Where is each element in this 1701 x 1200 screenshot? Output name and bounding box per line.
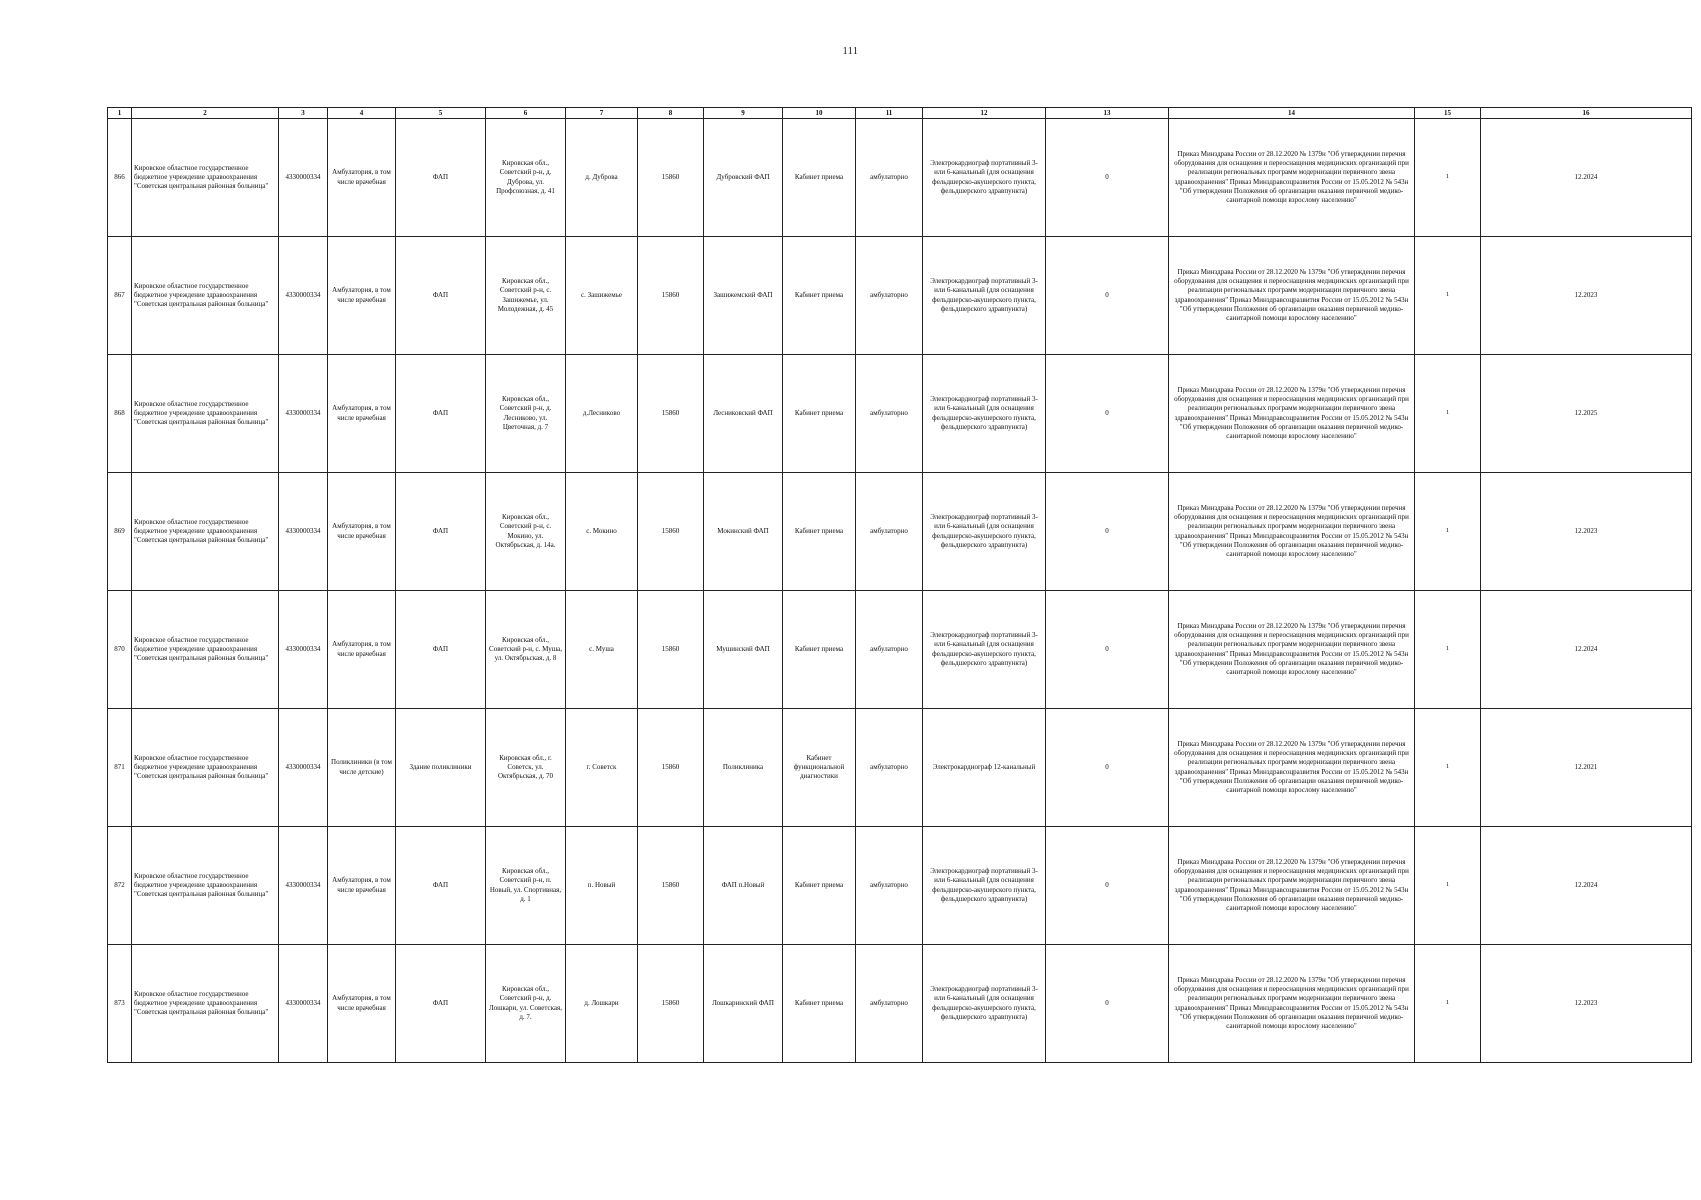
facility-type-cell: Амбулатория, в том числе врачебная xyxy=(328,355,396,473)
equipment-name-cell: Электрокардиограф портативный 3- или 6-канальный (для оснащения фельдшерско-акушерского пункта, фельдшерского здравпункта) xyxy=(923,355,1046,473)
header-cell: 9 xyxy=(704,108,783,119)
row-number-cell: 871 xyxy=(108,709,132,827)
building-type-cell: ФАП xyxy=(396,237,486,355)
organization-name-cell: Кировское областное государственное бюджетное учреждение здравоохранения "Советская центральная районная больница" xyxy=(132,945,279,1063)
header-cell: 14 xyxy=(1169,108,1415,119)
inn-cell: 4330000334 xyxy=(279,709,328,827)
header-cell: 10 xyxy=(783,108,856,119)
existing-quantity-cell: 0 xyxy=(1046,945,1169,1063)
care-form-cell: амбулаторно xyxy=(856,709,923,827)
organization-name-cell: Кировское областное государственное бюджетное учреждение здравоохранения "Советская центральная районная больница" xyxy=(132,827,279,945)
building-type-cell: ФАП xyxy=(396,473,486,591)
building-type-cell: ФАП xyxy=(396,591,486,709)
organization-name-cell: Кировское областное государственное бюджетное учреждение здравоохранения "Советская центральная районная больница" xyxy=(132,591,279,709)
header-cell: 13 xyxy=(1046,108,1169,119)
deadline-cell: 12.2023 xyxy=(1481,945,1692,1063)
facility-type-cell: Амбулатория, в том числе врачебная xyxy=(328,591,396,709)
facility-type-cell: Амбулатория, в том числе врачебная xyxy=(328,237,396,355)
header-cell: 12 xyxy=(923,108,1046,119)
settlement-cell: с. Зашижемье xyxy=(566,237,638,355)
deadline-cell: 12.2024 xyxy=(1481,591,1692,709)
settlement-cell: г. Советск xyxy=(566,709,638,827)
equipment-name-cell: Электрокардиограф портативный 3- или 6-канальный (для оснащения фельдшерско-акушерского пункта, фельдшерского здравпункта) xyxy=(923,237,1046,355)
unit-name-cell: Лесниковский ФАП xyxy=(704,355,783,473)
address-cell: Кировская обл., Советский р-н, п. Новый, ул. Спортивная, д. 1 xyxy=(486,827,566,945)
inn-cell: 4330000334 xyxy=(279,945,328,1063)
facility-type-cell: Поликлиники (в том числе детские) xyxy=(328,709,396,827)
facility-type-cell: Амбулатория, в том числе врачебная xyxy=(328,473,396,591)
organization-name-cell: Кировское областное государственное бюджетное учреждение здравоохранения "Советская центральная районная больница" xyxy=(132,709,279,827)
room-name-cell: Кабинет приема xyxy=(783,473,856,591)
required-quantity-cell: 1 xyxy=(1415,473,1481,591)
facility-type-cell: Амбулатория, в том числе врачебная xyxy=(328,945,396,1063)
required-quantity-cell: 1 xyxy=(1415,709,1481,827)
care-form-cell: амбулаторно xyxy=(856,591,923,709)
equipment-name-cell: Электрокардиограф портативный 3- или 6-канальный (для оснащения фельдшерско-акушерского пункта, фельдшерского здравпункта) xyxy=(923,827,1046,945)
equipment-name-cell: Электрокардиограф 12-канальный xyxy=(923,709,1046,827)
unit-name-cell: Поликлиника xyxy=(704,709,783,827)
table-row xyxy=(108,355,1692,473)
address-cell: Кировская обл., Советский р-н, д. Лошкари, ул. Советская, д. 7. xyxy=(486,945,566,1063)
existing-quantity-cell: 0 xyxy=(1046,237,1169,355)
room-name-cell: Кабинет приема xyxy=(783,355,856,473)
row-number-cell: 866 xyxy=(108,119,132,237)
header-cell: 8 xyxy=(638,108,704,119)
settlement-cell: п. Новый xyxy=(566,827,638,945)
deadline-cell: 12.2023 xyxy=(1481,473,1692,591)
table-row xyxy=(108,945,1692,1063)
organization-name-cell: Кировское областное государственное бюджетное учреждение здравоохранения "Советская центральная районная больница" xyxy=(132,355,279,473)
oktmo-code-cell: 15860 xyxy=(638,945,704,1063)
header-cell: 15 xyxy=(1415,108,1481,119)
unit-name-cell: Лошкаринский ФАП xyxy=(704,945,783,1063)
organization-name-cell: Кировское областное государственное бюджетное учреждение здравоохранения "Советская центральная районная больница" xyxy=(132,237,279,355)
row-number-cell: 870 xyxy=(108,591,132,709)
inn-cell: 4330000334 xyxy=(279,473,328,591)
organization-name-cell: Кировское областное государственное бюджетное учреждение здравоохранения "Советская центральная районная больница" xyxy=(132,119,279,237)
existing-quantity-cell: 0 xyxy=(1046,591,1169,709)
room-name-cell: Кабинет приема xyxy=(783,119,856,237)
care-form-cell: амбулаторно xyxy=(856,237,923,355)
building-type-cell: ФАП xyxy=(396,827,486,945)
legal-basis-cell: Приказ Минздрава России от 28.12.2020 № 1379н "Об утверждении перечня оборудования для оснащения и переоснащения медицинских организаций при реализации региональных программ модернизации первичного звена здравоохранения" Приказ Минздравсоцразвития России от 15.05.2012 № 543н "Об утверждении Положения об организации оказания первичной медико-санитарной помощи взрослому населению" xyxy=(1169,945,1415,1063)
facility-type-cell: Амбулатория, в том числе врачебная xyxy=(328,827,396,945)
legal-basis-cell: Приказ Минздрава России от 28.12.2020 № 1379н "Об утверждении перечня оборудования для оснащения и переоснащения медицинских организаций при реализации региональных программ модернизации первичного звена здравоохранения" Приказ Минздравсоцразвития России от 15.05.2012 № 543н "Об утверждении Положения об организации оказания первичной медико-санитарной помощи взрослому населению" xyxy=(1169,237,1415,355)
settlement-cell: с. Муша xyxy=(566,591,638,709)
existing-quantity-cell: 0 xyxy=(1046,827,1169,945)
settlement-cell: д. Дуброва xyxy=(566,119,638,237)
row-number-cell: 872 xyxy=(108,827,132,945)
header-cell: 16 xyxy=(1481,108,1692,119)
header-cell: 3 xyxy=(279,108,328,119)
inn-cell: 4330000334 xyxy=(279,591,328,709)
required-quantity-cell: 1 xyxy=(1415,591,1481,709)
oktmo-code-cell: 15860 xyxy=(638,119,704,237)
facility-type-cell: Амбулатория, в том числе врачебная xyxy=(328,119,396,237)
care-form-cell: амбулаторно xyxy=(856,945,923,1063)
existing-quantity-cell: 0 xyxy=(1046,473,1169,591)
required-quantity-cell: 1 xyxy=(1415,355,1481,473)
address-cell: Кировская обл., Советский р-н, с. Зашижемье, ул. Молодежная, д. 45 xyxy=(486,237,566,355)
room-name-cell: Кабинет функциональной диагностики xyxy=(783,709,856,827)
header-cell: 11 xyxy=(856,108,923,119)
row-number-cell: 868 xyxy=(108,355,132,473)
oktmo-code-cell: 15860 xyxy=(638,355,704,473)
unit-name-cell: ФАП п.Новый xyxy=(704,827,783,945)
care-form-cell: амбулаторно xyxy=(856,473,923,591)
oktmo-code-cell: 15860 xyxy=(638,473,704,591)
deadline-cell: 12.2025 xyxy=(1481,355,1692,473)
table-row xyxy=(108,473,1692,591)
equipment-name-cell: Электрокардиограф портативный 3- или 6-канальный (для оснащения фельдшерско-акушерского пункта, фельдшерского здравпункта) xyxy=(923,945,1046,1063)
care-form-cell: амбулаторно xyxy=(856,119,923,237)
row-number-cell: 867 xyxy=(108,237,132,355)
required-quantity-cell: 1 xyxy=(1415,237,1481,355)
unit-name-cell: Мокинский ФАП xyxy=(704,473,783,591)
header-cell: 2 xyxy=(132,108,279,119)
legal-basis-cell: Приказ Минздрава России от 28.12.2020 № 1379н "Об утверждении перечня оборудования для оснащения и переоснащения медицинских организаций при реализации региональных программ модернизации первичного звена здравоохранения" Приказ Минздравсоцразвития России от 15.05.2012 № 543н "Об утверждении Положения об организации оказания первичной медико-санитарной помощи взрослому населению" xyxy=(1169,355,1415,473)
registry-table-container xyxy=(107,107,1691,1063)
settlement-cell: д. Лошкари xyxy=(566,945,638,1063)
table-row xyxy=(108,591,1692,709)
legal-basis-cell: Приказ Минздрава России от 28.12.2020 № 1379н "Об утверждении перечня оборудования для оснащения и переоснащения медицинских организаций при реализации региональных программ модернизации первичного звена здравоохранения" Приказ Минздравсоцразвития России от 15.05.2012 № 543н "Об утверждении Положения об организации оказания первичной медико-санитарной помощи взрослому населению" xyxy=(1169,827,1415,945)
inn-cell: 4330000334 xyxy=(279,237,328,355)
equipment-name-cell: Электрокардиограф портативный 3- или 6-канальный (для оснащения фельдшерско-акушерского пункта, фельдшерского здравпункта) xyxy=(923,473,1046,591)
required-quantity-cell: 1 xyxy=(1415,827,1481,945)
header-cell: 5 xyxy=(396,108,486,119)
inn-cell: 4330000334 xyxy=(279,827,328,945)
equipment-name-cell: Электрокардиограф портативный 3- или 6-канальный (для оснащения фельдшерско-акушерского пункта, фельдшерского здравпункта) xyxy=(923,119,1046,237)
table-row xyxy=(108,237,1692,355)
header-cell: 7 xyxy=(566,108,638,119)
care-form-cell: амбулаторно xyxy=(856,827,923,945)
address-cell: Кировская обл., Советский р-н, д. Лесниково, ул. Цветочная, д. 7 xyxy=(486,355,566,473)
unit-name-cell: Мушинский ФАП xyxy=(704,591,783,709)
address-cell: Кировская обл., Советский р-н, с. Муша, ул. Октябрьская, д. 8 xyxy=(486,591,566,709)
settlement-cell: д.Лесниково xyxy=(566,355,638,473)
care-form-cell: амбулаторно xyxy=(856,355,923,473)
table-body xyxy=(108,119,1692,1063)
building-type-cell: ФАП xyxy=(396,355,486,473)
deadline-cell: 12.2021 xyxy=(1481,709,1692,827)
unit-name-cell: Дубровский ФАП xyxy=(704,119,783,237)
header-cell: 4 xyxy=(328,108,396,119)
inn-cell: 4330000334 xyxy=(279,355,328,473)
table-row xyxy=(108,827,1692,945)
table-row xyxy=(108,119,1692,237)
deadline-cell: 12.2024 xyxy=(1481,827,1692,945)
table-row xyxy=(108,709,1692,827)
building-type-cell: Здание поликлиники xyxy=(396,709,486,827)
legal-basis-cell: Приказ Минздрава России от 28.12.2020 № 1379н "Об утверждении перечня оборудования для оснащения и переоснащения медицинских организаций при реализации региональных программ модернизации первичного звена здравоохранения" Приказ Минздравсоцразвития России от 15.05.2012 № 543н "Об утверждении Положения об организации оказания первичной медико-санитарной помощи взрослому населению" xyxy=(1169,591,1415,709)
oktmo-code-cell: 15860 xyxy=(638,237,704,355)
header-cell: 1 xyxy=(108,108,132,119)
legal-basis-cell: Приказ Минздрава России от 28.12.2020 № 1379н "Об утверждении перечня оборудования для оснащения и переоснащения медицинских организаций при реализации региональных программ модернизации первичного звена здравоохранения" Приказ Минздравсоцразвития России от 15.05.2012 № 543н "Об утверждении Положения об организации оказания первичной медико-санитарной помощи взрослому населению" xyxy=(1169,709,1415,827)
deadline-cell: 12.2023 xyxy=(1481,237,1692,355)
registry-table xyxy=(107,107,1692,1063)
room-name-cell: Кабинет приема xyxy=(783,827,856,945)
address-cell: Кировская обл., г. Советск, ул. Октябрьская, д. 70 xyxy=(486,709,566,827)
existing-quantity-cell: 0 xyxy=(1046,355,1169,473)
equipment-name-cell: Электрокардиограф портативный 3- или 6-канальный (для оснащения фельдшерско-акушерского пункта, фельдшерского здравпункта) xyxy=(923,591,1046,709)
header-row xyxy=(108,108,1692,119)
header-cell: 6 xyxy=(486,108,566,119)
deadline-cell: 12.2024 xyxy=(1481,119,1692,237)
oktmo-code-cell: 15860 xyxy=(638,709,704,827)
existing-quantity-cell: 0 xyxy=(1046,709,1169,827)
oktmo-code-cell: 15860 xyxy=(638,827,704,945)
settlement-cell: с. Мокино xyxy=(566,473,638,591)
room-name-cell: Кабинет приема xyxy=(783,945,856,1063)
required-quantity-cell: 1 xyxy=(1415,119,1481,237)
room-name-cell: Кабинет приема xyxy=(783,237,856,355)
existing-quantity-cell: 0 xyxy=(1046,119,1169,237)
legal-basis-cell: Приказ Минздрава России от 28.12.2020 № 1379н "Об утверждении перечня оборудования для оснащения и переоснащения медицинских организаций при реализации региональных программ модернизации первичного звена здравоохранения" Приказ Минздравсоцразвития России от 15.05.2012 № 543н "Об утверждении Положения об организации оказания первичной медико-санитарной помощи взрослому населению" xyxy=(1169,119,1415,237)
building-type-cell: ФАП xyxy=(396,119,486,237)
room-name-cell: Кабинет приема xyxy=(783,591,856,709)
address-cell: Кировская обл., Советский р-н, д. Дуброва, ул. Профсоюзная, д. 41 xyxy=(486,119,566,237)
page-number: 111 xyxy=(842,46,859,57)
row-number-cell: 869 xyxy=(108,473,132,591)
required-quantity-cell: 1 xyxy=(1415,945,1481,1063)
address-cell: Кировская обл., Советский р-н, с. Мокино, ул. Октябрьская, д. 14а. xyxy=(486,473,566,591)
organization-name-cell: Кировское областное государственное бюджетное учреждение здравоохранения "Советская центральная районная больница" xyxy=(132,473,279,591)
legal-basis-cell: Приказ Минздрава России от 28.12.2020 № 1379н "Об утверждении перечня оборудования для оснащения и переоснащения медицинских организаций при реализации региональных программ модернизации первичного звена здравоохранения" Приказ Минздравсоцразвития России от 15.05.2012 № 543н "Об утверждении Положения об организации оказания первичной медико-санитарной помощи взрослому населению" xyxy=(1169,473,1415,591)
building-type-cell: ФАП xyxy=(396,945,486,1063)
inn-cell: 4330000334 xyxy=(279,119,328,237)
unit-name-cell: Зашижемский ФАП xyxy=(704,237,783,355)
oktmo-code-cell: 15860 xyxy=(638,591,704,709)
row-number-cell: 873 xyxy=(108,945,132,1063)
